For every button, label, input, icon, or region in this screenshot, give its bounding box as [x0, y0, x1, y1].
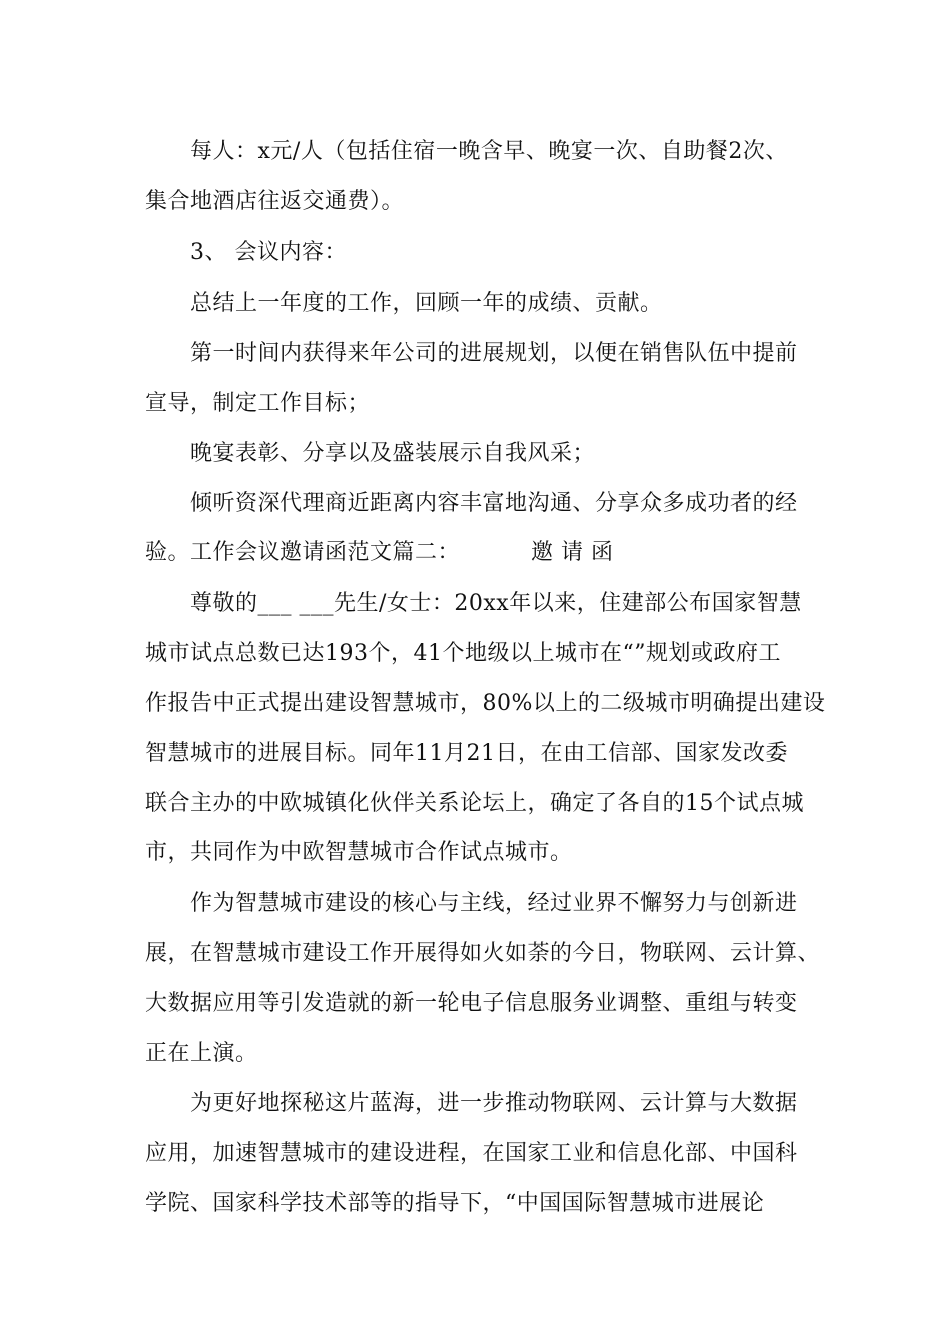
text-line-17: 展，在智慧城市建设工作开展得如火如荼的今日，物联网、云计算、: [145, 941, 821, 966]
text-line-21: 应用，加速智慧城市的建设进程，在国家工业和信息化部、中国科: [145, 1141, 798, 1166]
text-line-8: 倾听资深代理商近距离内容丰富地沟通、分享众多成功者的经: [190, 491, 798, 516]
text-line-9-body: 验。工作会议邀请函范文篇二：: [145, 540, 461, 565]
text-line-14: 联合主办的中欧城镇化伙伴关系论坛上，确定了各自的15个试点城: [145, 791, 804, 816]
invitation-heading: 邀 请 函: [531, 540, 614, 565]
text-line-5: 第一时间内获得来年公司的进展规划，以便在销售队伍中提前: [190, 341, 798, 366]
text-line-11: 城市试点总数已达193个，41个地级以上城市在“”规划或政府工: [145, 641, 781, 666]
text-line-19: 正在上演。: [145, 1041, 258, 1066]
text-line-9: [145, 538, 614, 568]
text-line-18: 大数据应用等引发造就的新一轮电子信息服务业调整、重组与转变: [145, 991, 798, 1016]
text-line-6: 宣导，制定工作目标；: [145, 391, 371, 416]
text-line-15: 市，共同作为中欧智慧城市合作试点城市。: [145, 840, 573, 865]
text-line-3: 3、 会议内容：: [190, 240, 347, 265]
text-line-2: 集合地酒店往返交通费）。: [145, 189, 405, 214]
text-line-22: 学院、国家科学技术部等的指导下，“中国国际智慧城市进展论: [145, 1191, 765, 1216]
text-line-16: 作为智慧城市建设的核心与主线，经过业界不懈努力与创新进: [190, 891, 798, 916]
text-line-13: 智慧城市的进展目标。同年11月21日，在由工信部、国家发改委: [145, 741, 788, 766]
text-line-1: 每人：x元/人（包括住宿一晚含早、晚宴一次、自助餐2次、: [190, 139, 788, 164]
text-line-20: 为更好地探秘这片蓝海，进一步推动物联网、云计算与大数据: [190, 1091, 798, 1116]
text-line-4: 总结上一年度的工作，回顾一年的成绩、贡献。: [190, 291, 663, 316]
text-line-12: 作报告中正式提出建设智慧城市，80%以上的二级城市明确提出建设: [145, 691, 826, 716]
text-line-10: 尊敬的___ ___先生/女士：20xx年以来，住建部公布国家智慧: [190, 591, 802, 616]
text-line-7: 晚宴表彰、分享以及盛装展示自我风采；: [190, 441, 596, 466]
